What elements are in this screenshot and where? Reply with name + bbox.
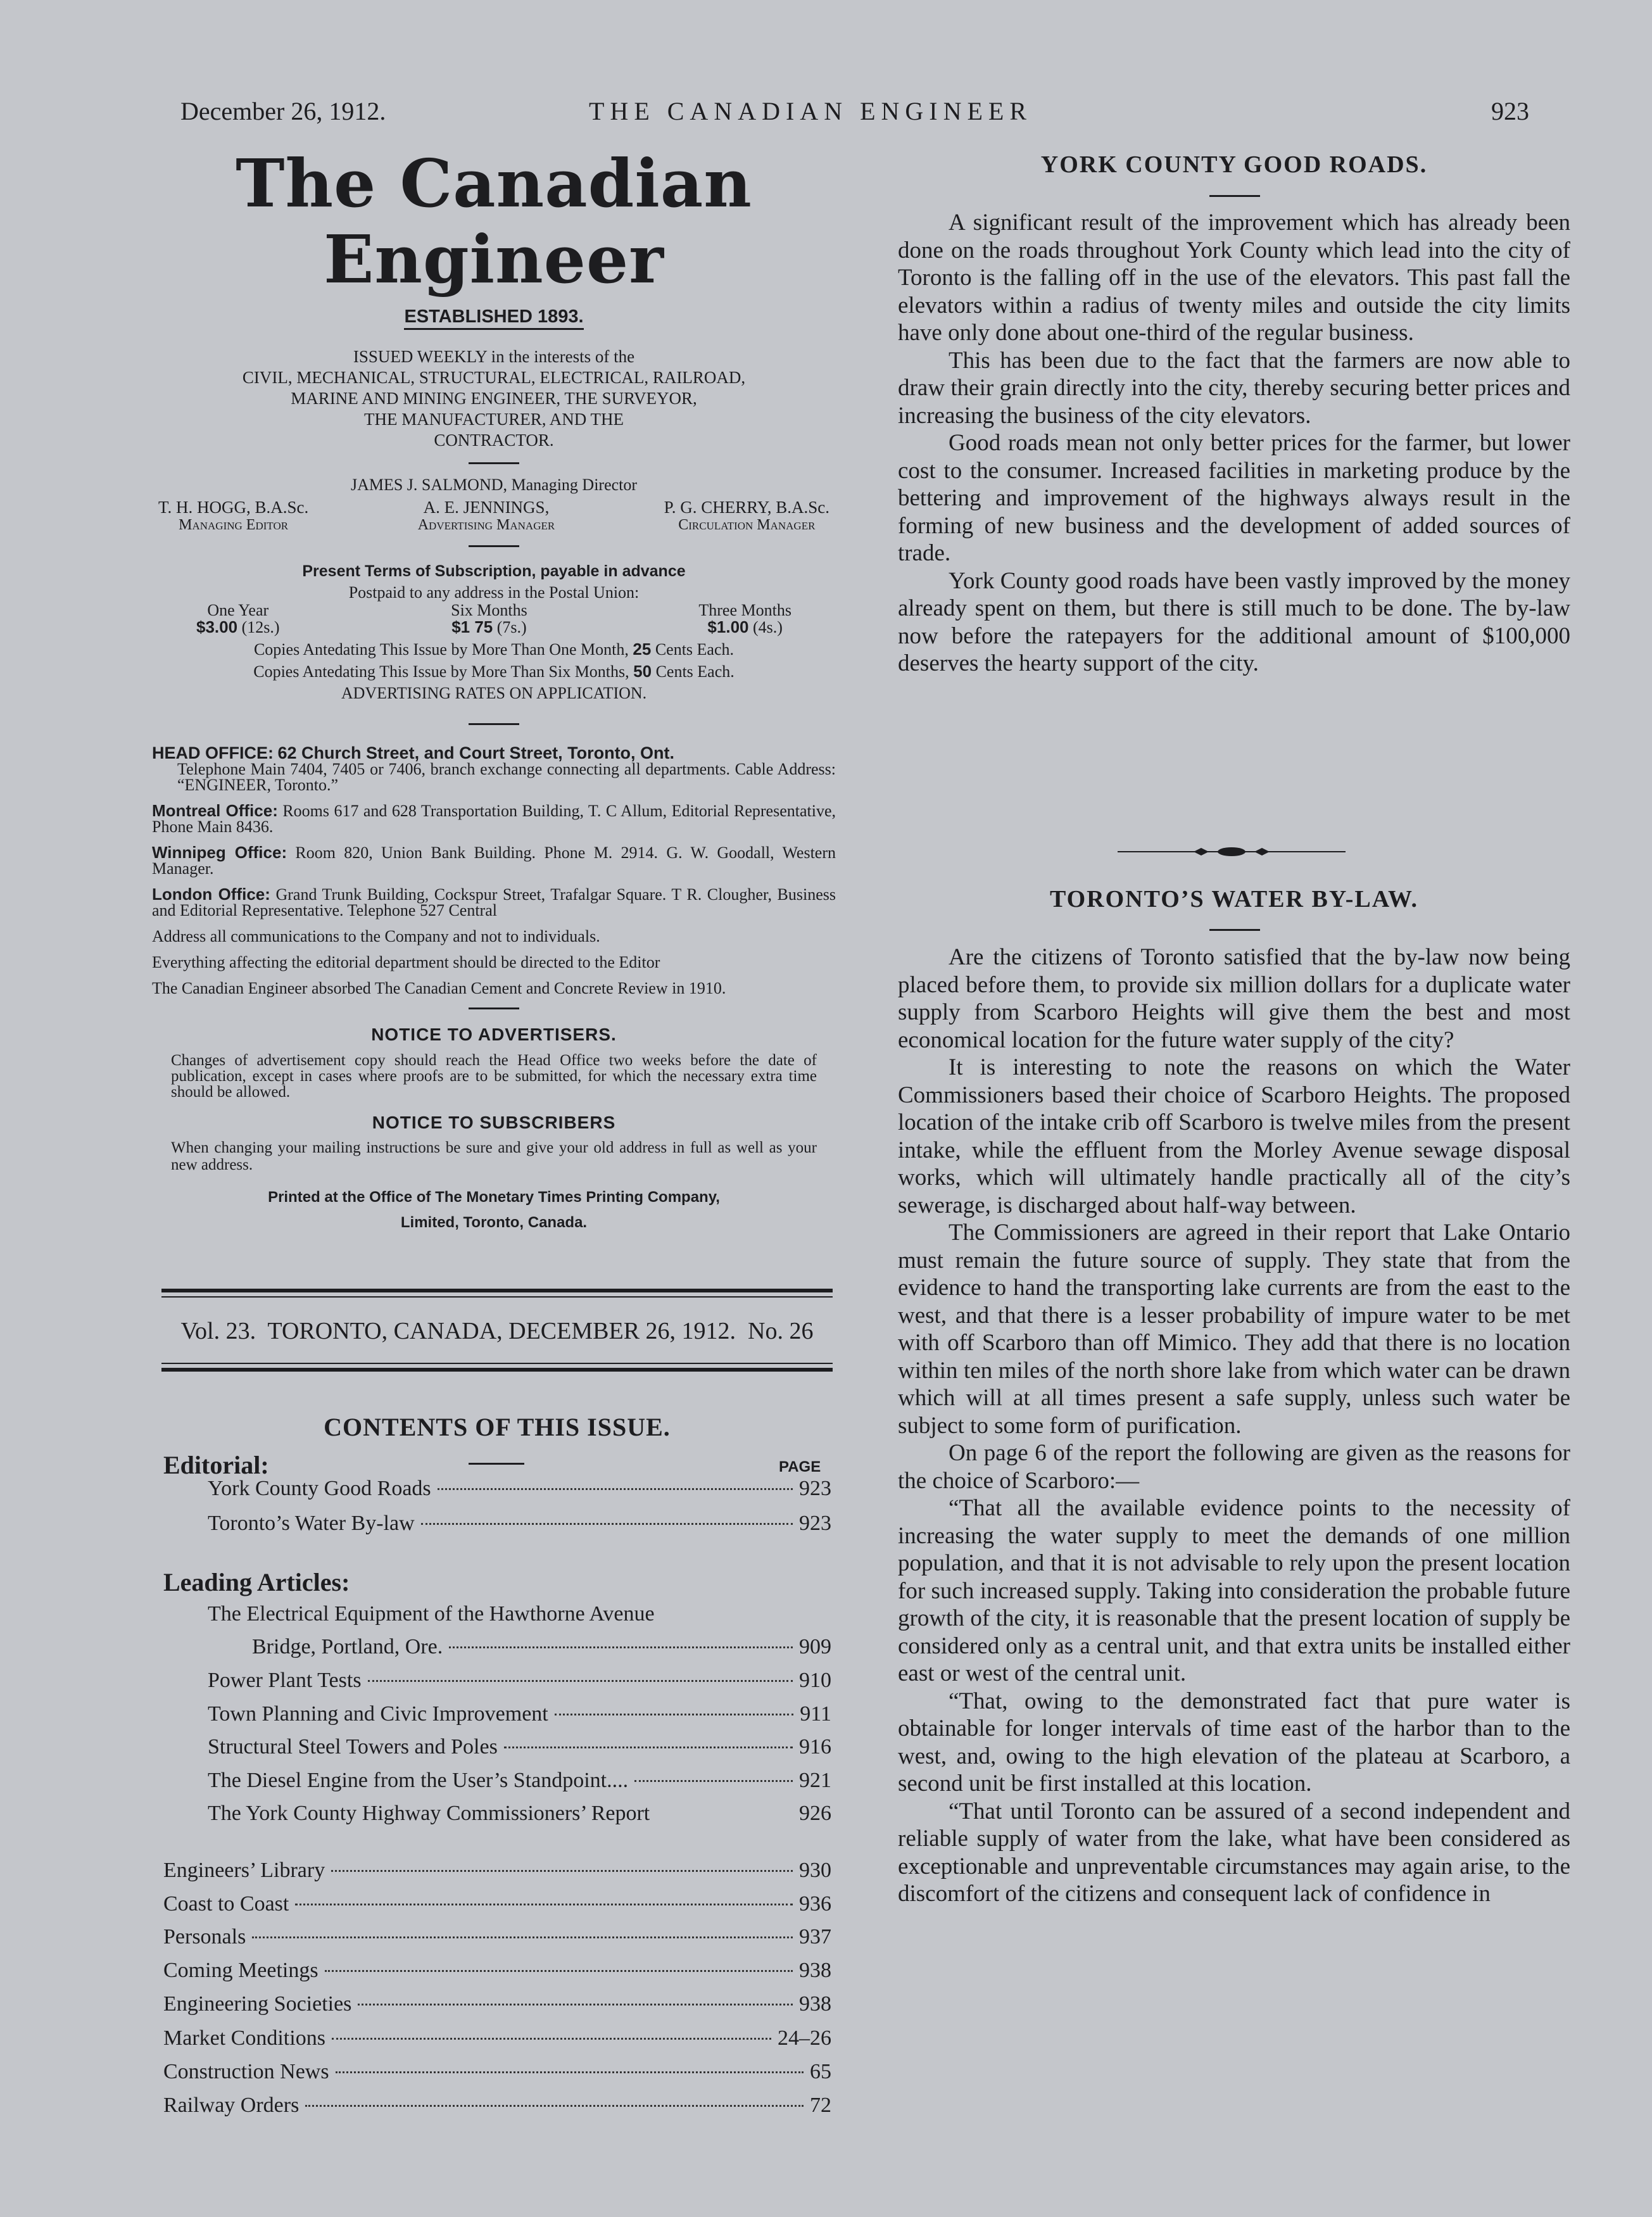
montreal-text: Rooms 617 and 628 Transportation Building, T. C Allum, Editorial Representative, Phone Main 8436.: [152, 802, 836, 836]
toc-leader: [295, 1904, 793, 1905]
managing-director: JAMES J. SALMOND, Managing Director: [350, 476, 638, 494]
toc-title: The York County Highway Commissioners’ Report: [208, 1802, 650, 1825]
toc-entry[interactable]: [163, 2094, 831, 2118]
advertising-rates: ADVERTISING RATES ON APPLICATION.: [341, 684, 647, 702]
running-date: December 26, 1912.: [180, 97, 386, 125]
copies-block: [152, 638, 836, 704]
article-body: [898, 944, 1570, 1908]
divider: [469, 1007, 519, 1009]
copies-six-months: Copies Antedating This Issue by More Than Six Months, 50 Cents Each.: [253, 662, 735, 681]
term-label: Six Months: [451, 601, 527, 619]
toc-leader: [438, 1488, 793, 1490]
toc-entry[interactable]: [163, 1992, 831, 2016]
paragraph: Good roads mean not only better prices for the farmer, but lower cost to the consumer. Increased facilities in marketing produce by the bettering and improvement of the highways always result in the forming of new business and the development of added sources of trade.: [898, 430, 1570, 566]
copies-one-month: Copies Antedating This Issue by More Than One Month, 25 Cents Each.: [253, 640, 735, 659]
toc-entry[interactable]: [163, 1859, 831, 1883]
toc-leader: [504, 1746, 793, 1748]
running-title: THE CANADIAN ENGINEER: [589, 97, 1033, 125]
toc-leader: [252, 1936, 793, 1938]
issued-line: MARINE AND MINING ENGINEER, THE SURVEYOR,: [291, 389, 697, 408]
subscription-heading: Present Terms of Subscription, payable in advance: [302, 562, 686, 580]
staff-name: P. G. CHERRY, B.A.Sc.: [664, 498, 829, 517]
issued-block: [152, 346, 836, 451]
toc-title: Railway Orders: [163, 2094, 300, 2117]
toc-page: 24–26: [778, 2026, 831, 2050]
paragraph: On page 6 of the report the following are given as the reasons for the choice of Scarboro:—: [898, 1440, 1570, 1494]
toc-leader: [634, 1780, 793, 1782]
toc-title: Coast to Coast: [163, 1892, 289, 1916]
issued-line: THE MANUFACTURER, AND THE: [363, 410, 624, 429]
toc-page: 937: [799, 1925, 831, 1949]
staff-role: Circulation Manager: [678, 517, 816, 533]
masthead-title: The Canadian Engineer: [236, 144, 752, 298]
issued-line: CIVIL, MECHANICAL, STRUCTURAL, ELECTRICAL, RAILROAD,: [242, 368, 746, 387]
toc-title: Market Conditions: [163, 2026, 325, 2050]
printed-line: Limited, Toronto, Canada.: [400, 1214, 588, 1231]
established-line: ESTABLISHED 1893.: [404, 306, 583, 330]
advertisers-text: Changes of advertisement copy should reach the Head Office two weeks before the date of publication, except in cases where proofs are to be submitted, for which the necessary extra time should be allowed.: [171, 1052, 817, 1101]
toc-leader: [421, 1523, 793, 1525]
toc-entry[interactable]: [208, 1735, 831, 1759]
term-alt: (4s.): [753, 618, 783, 636]
advertisers-heading: NOTICE TO ADVERTISERS.: [371, 1025, 617, 1044]
divider: [469, 1463, 524, 1465]
divider: [469, 723, 519, 725]
term-price: $3.00: [196, 617, 238, 636]
article-title: TORONTO’S WATER BY-LAW.: [1049, 886, 1419, 913]
editorial-label: Editorial:: [163, 1451, 269, 1479]
paragraph: A significant result of the improvement which has already been done on the roads throughout York County which lead into the city of Toronto is the falling off in the use of the elevators. This past fall the elevators within a radius of twenty miles and outside the city limits have only done about one-third of the regular business.: [898, 210, 1570, 346]
issued-line: CONTRACTOR.: [434, 431, 554, 450]
thin-rule: [161, 1363, 833, 1364]
thick-rule: [161, 1289, 833, 1292]
toc-page: 923: [799, 1512, 831, 1535]
toc-entry[interactable]: [163, 2060, 831, 2084]
toc-title: York County Good Roads: [208, 1477, 431, 1500]
toc-title: The Electrical Equipment of the Hawthorne Avenue: [208, 1602, 655, 1626]
toc-title: Engineers’ Library: [163, 1859, 325, 1882]
masthead: [152, 146, 836, 1235]
thin-rule: [161, 1296, 833, 1298]
toc-entry[interactable]: [163, 2026, 831, 2050]
winnipeg-label: Winnipeg Office:: [152, 843, 287, 862]
toc-title: Bridge, Portland, Ore.: [252, 1635, 443, 1658]
page-number: 923: [1491, 97, 1529, 125]
toc-page: 65: [810, 2060, 831, 2083]
toc-title: Town Planning and Civic Improvement: [208, 1702, 548, 1726]
toc-leader: [555, 1714, 793, 1715]
toc-page: 926: [799, 1802, 831, 1825]
divider: [1209, 929, 1260, 931]
toc-page: 72: [810, 2094, 831, 2117]
toc-entry[interactable]: [208, 1769, 831, 1793]
toc-entry[interactable]: [208, 1669, 831, 1693]
toc-page: 911: [800, 1702, 831, 1726]
leading-articles-label: Leading Articles:: [163, 1568, 350, 1596]
staff-role: Managing Editor: [179, 517, 289, 533]
toc-entry[interactable]: [163, 1892, 831, 1916]
toc-page: 938: [799, 1992, 831, 2016]
page-column-label: PAGE: [779, 1458, 821, 1475]
toc-entry[interactable]: [163, 1925, 831, 1949]
toc-leader: [336, 2071, 804, 2073]
toc-title: Engineering Societies: [163, 1992, 352, 2016]
subscribers-heading: NOTICE TO SUBSCRIBERS: [372, 1113, 616, 1132]
address-note: Address all communications to the Company and not to individuals.: [152, 927, 600, 945]
printed-by: [152, 1185, 836, 1235]
subscribers-text: When changing your mailing instructions be sure and give your old address in full as well as your new address.: [171, 1139, 817, 1173]
toc-page: 921: [799, 1769, 831, 1792]
paragraph: York County good roads have been vastly improved by the money already spent on them, but there is still much to be done. The by-law now before the ratepayers for the additional amount of $100,000 deserves the hearty support of the city.: [898, 567, 1570, 676]
ornament-divider: [1118, 842, 1346, 861]
contents-heading: CONTENTS OF THIS ISSUE.: [324, 1413, 671, 1441]
paragraph: “That, owing to the demonstrated fact that pure water is obtainable for longer intervals of time east of the harbor than to the west, and, owing to the high elevation of the plateau at Scarboro, a second unit be first installed at this location.: [898, 1688, 1570, 1797]
absorbed-note: The Canadian Engineer absorbed The Canadian Cement and Concrete Review in 1910.: [152, 979, 726, 997]
toc-entry[interactable]: [163, 1959, 831, 1983]
paragraph: This has been due to the fact that the farmers are now able to draw their grain directly into the city, thereby securing better prices and increasing the business of the city elevators.: [898, 347, 1570, 429]
staff-role: Advertising Manager: [417, 517, 555, 533]
paragraph: “That all the available evidence points to the necessity of increasing the water supply to meet the demands of one million population, and that it is not advisable to rely upon the present location for such increased supply. Taking into consideration the probable future growth of the city, it is reasonable that the present location of supply be considered only as a central unit, and that extra units be installed either east or west of the central unit.: [898, 1495, 1570, 1686]
toc-leader: [331, 1870, 793, 1872]
thick-rule: [161, 1368, 833, 1372]
toc-leader: [449, 1646, 793, 1648]
toc-entry[interactable]: [208, 1702, 831, 1726]
toc-title: Personals: [163, 1925, 246, 1949]
issued-line: ISSUED WEEKLY in the interests of the: [353, 347, 635, 366]
toc-page: 936: [799, 1892, 831, 1916]
subscription-terms: [152, 602, 836, 636]
head-office-address: 62 Church Street, and Court Street, Toronto, Ont.: [277, 743, 675, 762]
toc-page: 930: [799, 1859, 831, 1882]
term-label: Three Months: [698, 601, 791, 619]
toc-entry[interactable]: [252, 1635, 831, 1659]
editorial-note: Everything affecting the editorial department should be directed to the Editor: [152, 953, 660, 971]
toc-entry[interactable]: [208, 1477, 831, 1501]
term-alt: (7s.): [496, 618, 527, 636]
toc-title: Coming Meetings: [163, 1959, 318, 1982]
article-title: YORK COUNTY GOOD ROADS.: [1040, 151, 1428, 178]
term-alt: (12s.): [241, 618, 280, 636]
toc-leader: [358, 2004, 793, 2005]
postpaid-line: Postpaid to any address in the Postal Union:: [348, 583, 640, 602]
divider: [469, 462, 519, 464]
montreal-label: Montreal Office:: [152, 801, 278, 820]
paragraph: Are the citizens of Toronto satisfied that the by-law now being placed before them, to provide six million dollars for a duplicate water supply from Scarboro Heights will give them the best and most economical location for the future water supply of the city?: [898, 944, 1570, 1053]
offices-block: [152, 745, 836, 996]
toc-leader: [325, 1970, 793, 1972]
toc-title: Construction News: [163, 2060, 329, 2083]
toc-leader: [368, 1680, 793, 1682]
toc-entry[interactable]: [208, 1512, 831, 1536]
paragraph: The Commissioners are agreed in their report that Lake Ontario must remain the future source of supply. They state that from the evidence to hand the transporting lake currents are from the east to the west, and that there is a lesser probability of impure water to be met with off Scarboro than off Mimico. They add that there is no location within ten miles of the north shore lake from which water can be drawn which will at all times present a safe supply, unless such water be subject to some form of purification.: [898, 1220, 1570, 1439]
head-office-detail: Telephone Main 7404, 7405 or 7406, branch exchange connecting all departments. Cable Address: “ENGINEER, Toronto.”: [177, 760, 836, 794]
term-price: $1.00: [707, 617, 749, 636]
term-price: $1 75: [451, 617, 493, 636]
paragraph: “That until Toronto can be assured of a second independent and reliable supply of water from the lake, what have been considered as exceptionable and unpreventable circumstances may again arise, to the discomfort of the citizens and consequent lack of confidence in: [898, 1798, 1570, 1907]
winnipeg-text: Room 820, Union Bank Building. Phone M. 2914. G. W. Goodall, Western Manager.: [152, 843, 836, 878]
toc-entry[interactable]: [208, 1802, 831, 1826]
toc-leader: [332, 2038, 771, 2040]
staff-name: A. E. JENNINGS,: [423, 498, 550, 517]
divider: [1209, 195, 1260, 197]
toc-title: Toronto’s Water By-law: [208, 1512, 415, 1535]
staff-name: T. H. HOGG, B.A.Sc.: [158, 498, 309, 517]
printed-line: Printed at the Office of The Monetary Times Printing Company,: [268, 1189, 720, 1206]
toc-page: 910: [799, 1669, 831, 1692]
volume-line: Vol. 23. TORONTO, CANADA, DECEMBER 26, 1912. No. 26: [180, 1318, 814, 1344]
article-body: [898, 209, 1570, 678]
paragraph: It is interesting to note the reasons on which the Water Commissioners based their choice of Scarboro Heights. The proposed location of the intake crib off Scarboro is twelve miles from the present intake, while the effluent from the Morley Avenue sewage disposal works, which will ultimately handle practically all of the city’s sewerage, is discharged about half-way between.: [898, 1054, 1570, 1218]
toc-leader: [305, 2105, 804, 2107]
london-text: Grand Trunk Building, Cockspur Street, Trafalgar Square. T R. Clougher, Business and Editorial Representative. Telephone 527 Central: [152, 885, 836, 919]
toc-title: The Diesel Engine from the User’s Standpoint....: [208, 1769, 629, 1792]
divider: [469, 545, 519, 547]
toc-title: Power Plant Tests: [208, 1669, 362, 1692]
toc-page: 923: [799, 1477, 831, 1500]
term-label: One Year: [207, 601, 269, 619]
toc-page: 909: [799, 1635, 831, 1658]
toc-title: Structural Steel Towers and Poles: [208, 1735, 498, 1759]
toc-page: 938: [799, 1959, 831, 1982]
london-label: London Office:: [152, 885, 270, 904]
toc-page: 916: [799, 1735, 831, 1759]
staff-row: [152, 498, 836, 534]
head-office-label: HEAD OFFICE:: [152, 743, 274, 762]
